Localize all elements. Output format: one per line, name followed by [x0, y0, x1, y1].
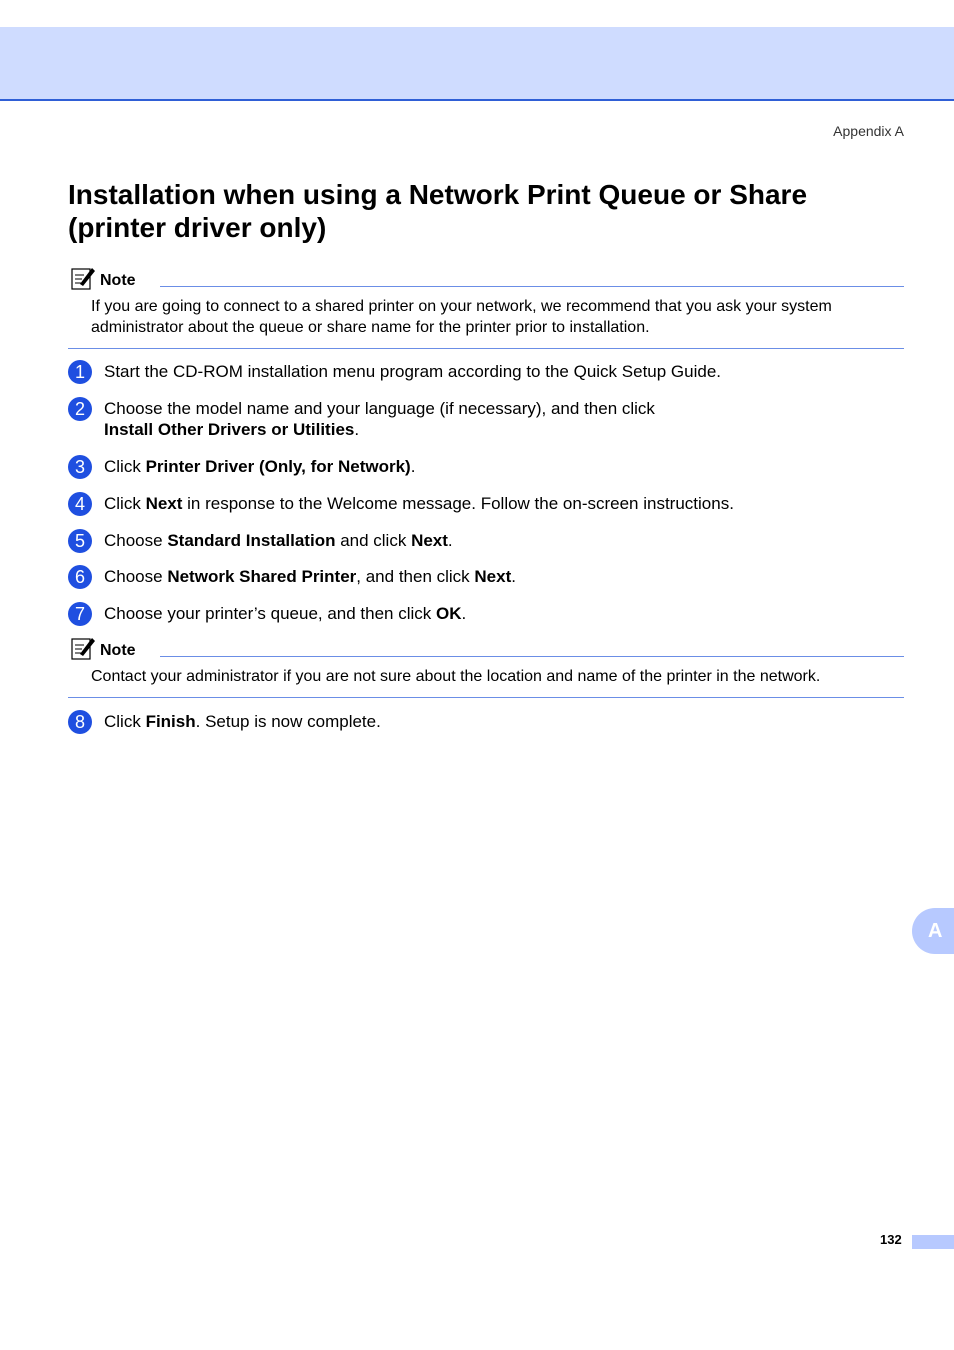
step-text-run: Choose the model name and your language (if necessary), and then click	[104, 399, 655, 418]
step-3	[68, 456, 908, 477]
step-7	[68, 603, 908, 624]
step-text-run: in response to the Welcome message. Follow the on-screen instructions.	[182, 494, 734, 513]
step-number-badge: 2	[68, 397, 92, 421]
note-pencil-icon	[70, 635, 96, 661]
note-text: If you are going to connect to a shared printer on your network, we recommend that you ask your system administrator about the queue or share name for the printer prior to installation.	[68, 293, 904, 349]
step-text-run: Choose	[104, 567, 168, 586]
step-4	[68, 493, 908, 514]
note-box	[68, 267, 904, 349]
step-text-run: .	[410, 457, 416, 476]
step-text-bold: Next	[474, 567, 512, 586]
step-text-run: Start the CD-ROM installation menu program according to the Quick Setup Guide.	[104, 362, 722, 381]
step-text-run: Click	[104, 457, 146, 476]
step-text	[104, 603, 908, 624]
step-number-badge: 4	[68, 492, 92, 516]
step-text-run: .	[511, 567, 516, 586]
step-text-run: Choose your printer’s queue, and then click	[104, 604, 437, 623]
step-text-bold: Finish	[145, 712, 196, 731]
note-pencil-icon	[70, 265, 96, 291]
step-text	[104, 398, 704, 440]
step-text-bold: Install Other Drivers or Utilities	[104, 420, 355, 439]
running-head: Appendix A	[833, 123, 904, 139]
step-text-run: . Setup is now complete.	[195, 712, 381, 731]
note-label: Note	[100, 272, 136, 289]
step-text-bold: OK	[436, 604, 462, 623]
note-text: Contact your administrator if you are not sure about the location and name of the printer in the network.	[68, 663, 904, 698]
step-text-bold: Standard Installation	[167, 531, 336, 550]
step-text-run: Click	[104, 494, 146, 513]
step-8	[68, 711, 908, 732]
step-text	[104, 493, 908, 514]
step-text-bold: Network Shared Printer	[167, 567, 357, 586]
step-text-run: .	[447, 531, 453, 550]
step-text-bold: Next	[145, 494, 183, 513]
step-text-bold: Next	[411, 531, 448, 550]
step-number-badge: 6	[68, 565, 92, 589]
step-number-badge: 3	[68, 455, 92, 479]
step-number-badge: 7	[68, 602, 92, 626]
step-text	[104, 711, 908, 732]
page-number: 132	[880, 1232, 902, 1247]
step-text-run: .	[461, 604, 467, 623]
appendix-side-tab: A	[912, 908, 954, 954]
step-text	[104, 566, 908, 587]
step-5	[68, 530, 908, 551]
step-number-badge: 1	[68, 360, 92, 384]
step-text-run: , and then click	[356, 567, 475, 586]
page-title: Installation when using a Network Print Queue or Share (printer driver only)	[68, 179, 808, 243]
step-2	[68, 398, 908, 440]
step-text-run: and click	[335, 531, 412, 550]
step-text	[104, 456, 908, 477]
page-number-bar	[912, 1235, 954, 1249]
step-number-badge: 5	[68, 529, 92, 553]
header-band	[0, 27, 954, 101]
step-text-run: .	[354, 420, 360, 439]
step-text	[104, 361, 908, 382]
note-rule	[160, 286, 904, 287]
step-text-run: Click	[104, 712, 146, 731]
note-box	[68, 637, 904, 698]
step-number-badge: 8	[68, 710, 92, 734]
step-1	[68, 361, 908, 382]
step-6	[68, 566, 908, 587]
note-label: Note	[100, 642, 136, 659]
step-text-run: Choose	[104, 531, 168, 550]
step-text	[104, 530, 908, 551]
step-text-bold: Printer Driver (Only, for Network)	[145, 457, 411, 476]
note-rule	[160, 656, 904, 657]
